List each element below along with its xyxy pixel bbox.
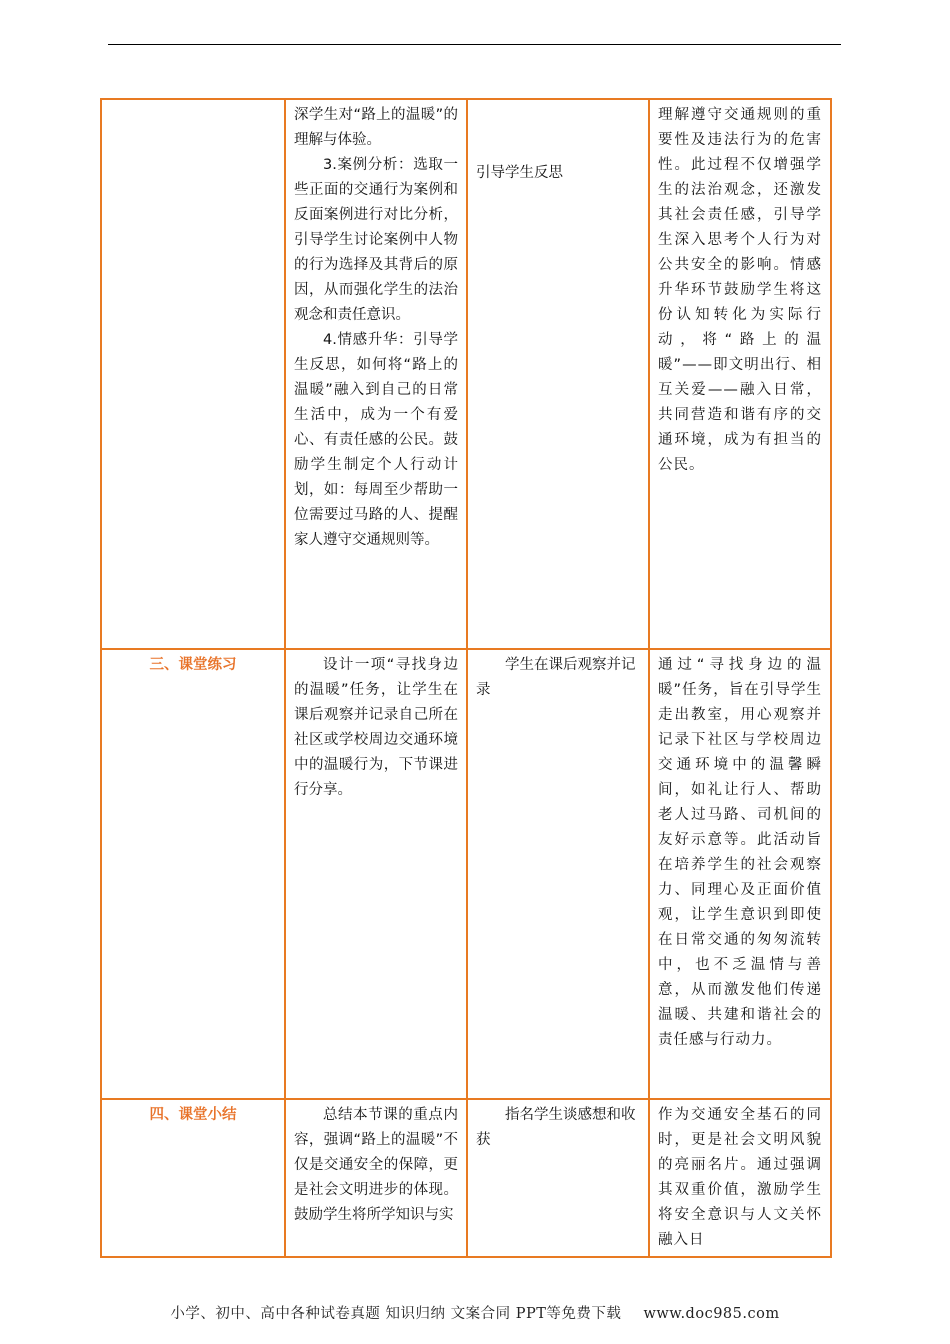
table-row [101,1099,831,1257]
page-footer [0,1302,950,1323]
design-intent-text: 作为交通安全基石的同时，更是社会文明风貌的亮丽名片。通过强调其双重价值，激励学生将安全意识与人文关怀融入日 [658,1107,822,1248]
design-intent-cell [649,1099,831,1257]
design-intent-cell [649,649,831,1099]
design-intent-cell [649,99,831,649]
table-row [101,649,831,1099]
teacher-paragraph: 4.情感升华：引导学生反思，如何将“路上的温暖”融入到自己的日常生活中，成为一个有爱心、有责任感的公民。鼓励学生制定个人行动计划，如：每周至少帮助一位需要过马路的人、提醒家人遵守交通规则等。 [294,332,458,548]
teacher-paragraph: 深学生对“路上的温暖”的理解与体验。 [294,107,458,148]
table-row [101,99,831,649]
stage-cell [101,99,285,649]
student-activity-text: 学生在课后观察并记录 [476,657,636,698]
student-activity-text: 指名学生谈感想和收获 [476,1107,636,1148]
student-activity-cell [467,99,649,649]
student-activity-cell [467,1099,649,1257]
design-intent-text: 通过“寻找身边的温暖”任务，旨在引导学生走出教室，用心观察并记录下社区与学校周边交通环境中的温馨瞬间，如礼让行人、帮助老人过马路、司机间的友好示意等。此活动旨在培养学生的社会观察力、同理心及正面价值观，让学生意识到即使在日常交通的匆匆流转中，也不乏温情与善意，从而激发他们传递温暖、共建和谐社会的责任感与行动力。 [658,657,822,1048]
student-activity-cell [467,649,649,1099]
teacher-paragraph: 3.案例分析：选取一些正面的交通行为案例和反面案例进行对比分析，引导学生讨论案例中人物的行为选择及其背后的原因，从而强化学生的法治观念和责任意识。 [294,157,458,323]
header-rule [108,44,841,45]
footer-site-link[interactable]: www.doc985.com [643,1306,780,1322]
design-intent-text: 理解遵守交通规则的重要性及违法行为的危害性。此过程不仅增强学生的法治观念，还激发其社会责任感，引导学生深入思考个人行为对公共安全的影响。情感升华环节鼓励学生将这份认知转化为实际行动，将“路上的温暖”——即文明出行、相互关爱——融入日常，共同营造和谐有序的交通环境，成为有担当的公民。 [658,107,822,473]
footer-text: 小学、初中、高中各种试卷真题 知识归纳 文案合同 PPT等免费下载 [170,1306,622,1322]
teacher-activity-cell [285,99,467,649]
teacher-activity-cell [285,649,467,1099]
student-activity-text: 引导学生反思 [476,165,563,181]
teacher-activity-cell [285,1099,467,1257]
stage-cell: 四、课堂小结 [101,1099,285,1257]
stage-cell: 三、课堂练习 [101,649,285,1099]
lesson-plan-table [100,98,832,1258]
teacher-paragraph: 设计一项“寻找身边的温暖”任务，让学生在课后观察并记录自己所在社区或学校周边交通环境中的温暖行为，下节课进行分享。 [294,657,458,798]
teacher-paragraph: 总结本节课的重点内容，强调“路上的温暖”不仅是交通安全的保障，更是社会文明进步的体现。鼓励学生将所学知识与实 [294,1107,458,1223]
